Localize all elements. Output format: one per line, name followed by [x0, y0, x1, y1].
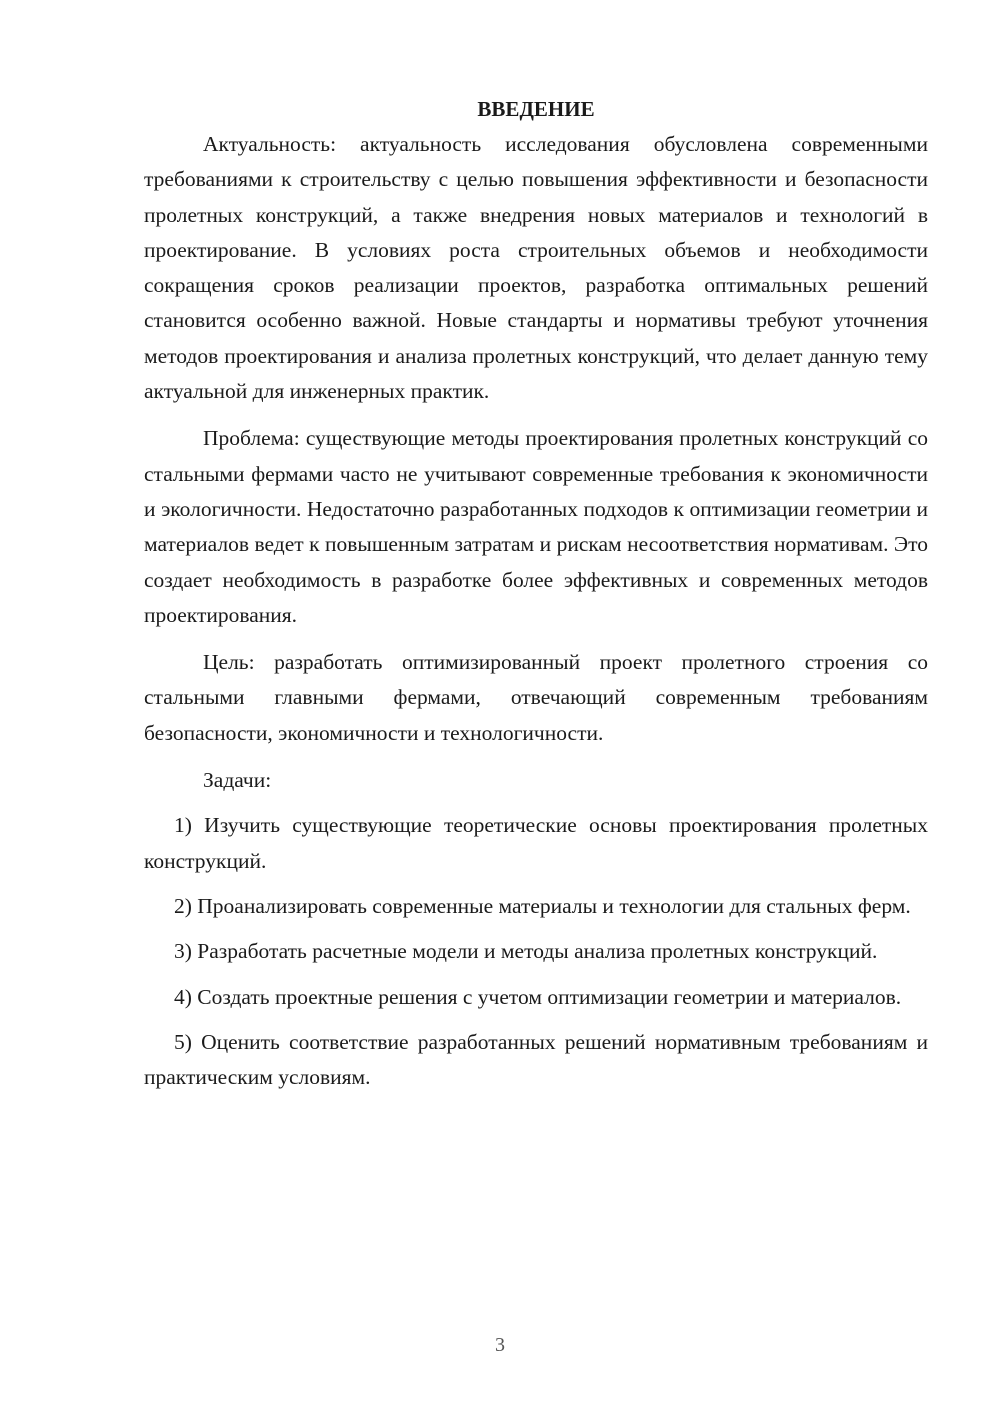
tasks-label: Задачи:: [203, 768, 272, 793]
task-item-1: 1) Изучить существующие теоретические основы проектирования пролетных конструкций.: [144, 813, 928, 873]
page-content: [144, 92, 928, 1095]
goal-paragraph: Цель: разработать оптимизированный проект пролетного строения со стальными главными фермами, отвечающий современным требованиям безопасности, экономичности и технологичности.: [144, 650, 928, 745]
task-item-5: 5) Оценить соответствие разработанных решений нормативным требованиям и практическим условиям.: [144, 1029, 928, 1090]
section-heading: ВВЕДЕНИЕ: [477, 97, 595, 121]
relevance-paragraph: Актуальность: актуальность исследования обусловлена современными требованиями к строительству с целью повышения эффективности и безопасности пролетных конструкций, а также внедрения новых материалов и технологий в проектирование. В условиях роста строительных объемов и необходимости сокращения сроков реализации проектов, разработка оптимальных решений становится особенно важной. Новые стандарты и нормативы требуют уточнения методов проектирования и анализа пролетных конструкций, что делает данную тему актуальной для инженерных практик.: [144, 132, 928, 404]
task-item-2: 2) Проанализировать современные материалы и технологии для стальных ферм.: [174, 893, 911, 918]
task-item-3: 3) Разработать расчетные модели и методы анализа пролетных конструкций.: [174, 939, 878, 964]
problem-paragraph: Проблема: существующие методы проектирования пролетных конструкций со стальными фермами часто не учитывают современные требования к экономичности и экологичности. Недостаточно разработанных подходов к оптимизации геометрии и материалов ведет к повышенным затратам и рискам несоответствия нормативам. Это создает необходимость в разработке более эффективных и современных методов проектирования.: [144, 426, 928, 627]
task-item-4: 4) Создать проектные решения с учетом оптимизации геометрии и материалов.: [174, 984, 902, 1009]
tasks-list: [144, 808, 928, 1095]
page-number: 3: [495, 1334, 505, 1356]
